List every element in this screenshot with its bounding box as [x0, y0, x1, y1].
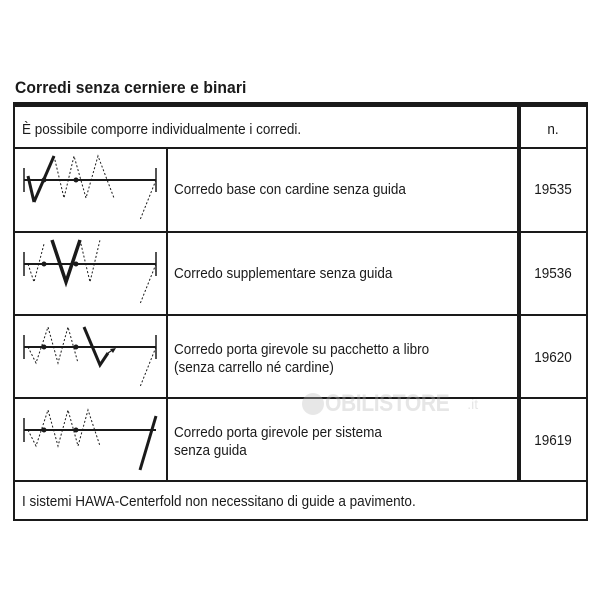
page-title: Corredi senza cerniere e binari — [15, 78, 247, 97]
header-text: È possibile comporre individualmente i corredi. — [22, 121, 302, 138]
row-description: Corredo base con cardine senza guida — [174, 181, 406, 198]
column-divider-thick — [517, 107, 521, 482]
header-num-label: n. — [547, 121, 559, 138]
row-number: 19619 — [534, 432, 572, 449]
row-description: Corredo supplementare senza guida — [174, 265, 393, 282]
row-number: 19620 — [534, 349, 572, 366]
row-description: Corredo porta girevole su pacchetto a libro — [174, 341, 430, 358]
watermark-suffix: .it — [467, 396, 479, 412]
row-divider — [13, 480, 588, 482]
watermark-text: OBILISTORE — [325, 390, 450, 417]
row-description-continued: senza guida — [174, 442, 247, 459]
fold-door-base-icon — [20, 152, 162, 224]
footer-note: I sistemi HAWA-Centerfold non necessitano di guide a pavimento. — [22, 493, 416, 510]
row-number: 19536 — [534, 265, 572, 282]
row-divider — [13, 231, 588, 233]
row-description: Corredo porta girevole per sistema — [174, 424, 382, 441]
fold-door-swing-pack-icon — [20, 319, 162, 391]
row-number: 19535 — [534, 181, 572, 198]
row-divider — [13, 314, 588, 316]
watermark — [302, 384, 478, 424]
row-description-continued: (senza carrello né cardine) — [174, 359, 334, 376]
fold-door-swing-system-icon — [20, 402, 162, 474]
row-divider — [13, 397, 588, 399]
fold-door-supplement-icon — [20, 236, 162, 308]
row-divider — [13, 147, 588, 149]
column-divider — [166, 148, 168, 481]
watermark-logo-icon — [302, 393, 324, 415]
